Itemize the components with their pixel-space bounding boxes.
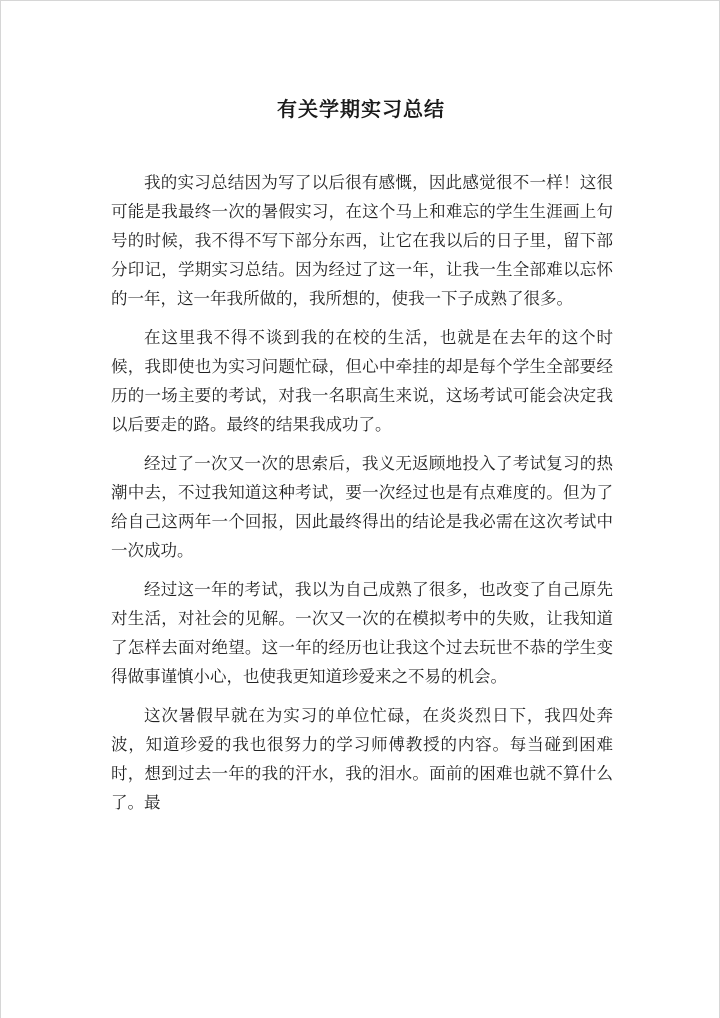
paragraph-4: 经过这一年的考试，我以为自己成熟了很多，也改变了自己原先对生活，对社会的见解。一次又一次的在模拟考中的失败，让我知道了怎样去面对绝望。这一年的经历也让我这个过去玩世不恭的学生变得做事谨慎小心，也使我更知道珍爱来之不易的机会。 (111, 580, 613, 686)
paragraph-1: 我的实习总结因为写了以后很有感慨，因此感觉很不一样！这很可能是我最终一次的暑假实习，在这个马上和难忘的学生生涯画上句号的时候，我不得不写下部分东西，让它在我以后的日子里，留下部分印记，学期实习总结。因为经过了这一年，让我一生全部难以忘怀的一年，这一年我所做的，我所想的，使我一下子成熟了很多。 (111, 173, 613, 308)
paragraph-3: 经过了一次又一次的思索后，我义无返顾地投入了考试复习的热潮中去，不过我知道这种考试，要一次经过也是有点难度的。但为了给自己这两年一个回报，因此最终得出的结论是我必需在这次考试中一次成功。 (111, 454, 613, 560)
paragraph-2: 在这里我不得不谈到我的在校的生活，也就是在去年的这个时候，我即使也为实习问题忙碌，但心中牵挂的却是每个学生全部要经历的一场主要的考试，对我一名职高生来说，这场考试可能会决定我以后要走的路。最终的结果我成功了。 (111, 328, 613, 434)
paragraph-5: 这次暑假早就在为实习的单位忙碌，在炎炎烈日下，我四处奔波，知道珍爱的我也很努力的学习师傅教授的内容。每当碰到困难时，想到过去一年的我的汗水，我的泪水。面前的困难也就不算什么了。最 (111, 706, 613, 812)
document-title: 有关学期实习总结 (277, 97, 445, 121)
document-body (111, 168, 613, 827)
